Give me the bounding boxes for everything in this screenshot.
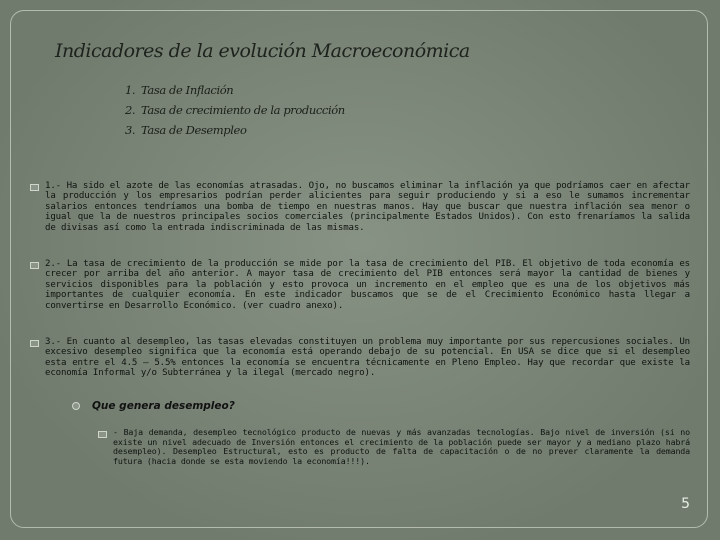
indicator-number: 3.: [125, 123, 136, 137]
indicator-item: [125, 100, 545, 120]
unemployment-causes: [98, 428, 690, 466]
causes-text: - Baja demanda, desempleo tecnológico producto de nuevas y más avanzadas tecnologías. Bajo nivel de inversión (si no existe un nivel adecuado de Inversión entonces el crecimiento de la población puede ser mayor y a mediano plazo habrá desempleo). Desempleo Estructural, esto es producto de falta de capacitación o de no prever claramente la demanda futura (hacia donde se esta moviendo la economía!!!).: [113, 427, 690, 466]
question-text: Que genera desempleo?: [92, 400, 235, 412]
paragraph-text: 2.- La tasa de crecimiento de la producción se mide por la tasa de crecimiento del PIB. El objetivo de toda economía es crecer por arriba del año anterior. A mayor tasa de crecimiento del PIB entonces será mayor la cantidad de bienes y servicios disponibles para la población y esto provoca un incremento en el empleo que es una de los objetivos más importantes de cualquier economía. En este indicador buscamos que se de el Crecimiento Económico hasta llegar a convertirse en Desarrollo Económico. (ver cuadro anexo).: [45, 259, 690, 311]
indicator-number: 1.: [125, 83, 136, 97]
circle-bullet-icon: [72, 402, 80, 410]
indicator-number: 2.: [125, 103, 136, 117]
paragraph-growth: [30, 259, 690, 311]
square-bullet-icon: [30, 262, 39, 269]
square-bullet-icon: [30, 340, 39, 347]
slide-title: Indicadores de la evolución Macroeconómica: [55, 40, 470, 62]
indicator-list: [125, 80, 545, 140]
paragraph-unemployment: [30, 337, 690, 379]
paragraph-text: 1.- Ha sido el azote de las economías atrasadas. Ojo, no buscamos eliminar la inflación ya que podríamos caer en afectar la producción y los empresarios podrían perder alicientes para seguir produciendo y si a eso le sumamos incrementar salarios entonces tendríamos una bomba de tiempo en nuestras manos. Hay que buscar que nuestra inflación sea menor o igual que la de nuestros principales socios comerciales (principalmente Estados Unidos). Con esto frenaríamos la salida de divisas así como la entrada indiscriminada de las mismas.: [45, 181, 690, 233]
indicator-label: Tasa de crecimiento de la producción: [141, 103, 345, 117]
paragraph-text: 3.- En cuanto al desempleo, las tasas elevadas constituyen un problema muy importante por sus repercusiones sociales. Un excesivo desempleo significa que la economía está operando debajo de su potencial. En USA se dice que si el desempleo esta entre el 4.5 – 5.5% entonces la economía se encuentra técnicamente en Pleno Empleo. Hay que recordar que existe la economía Informal y/o Subterránea y la ilegal (mercado negro).: [45, 337, 690, 379]
square-bullet-icon: [30, 184, 39, 191]
square-bullet-icon: [98, 431, 107, 438]
paragraph-inflation: [30, 181, 690, 233]
indicator-item: [125, 80, 545, 100]
page-number: 5: [681, 496, 690, 512]
question-heading: [72, 400, 472, 412]
indicator-label: Tasa de Inflación: [141, 83, 234, 97]
indicator-label: Tasa de Desempleo: [141, 123, 247, 137]
indicator-item: [125, 120, 545, 140]
